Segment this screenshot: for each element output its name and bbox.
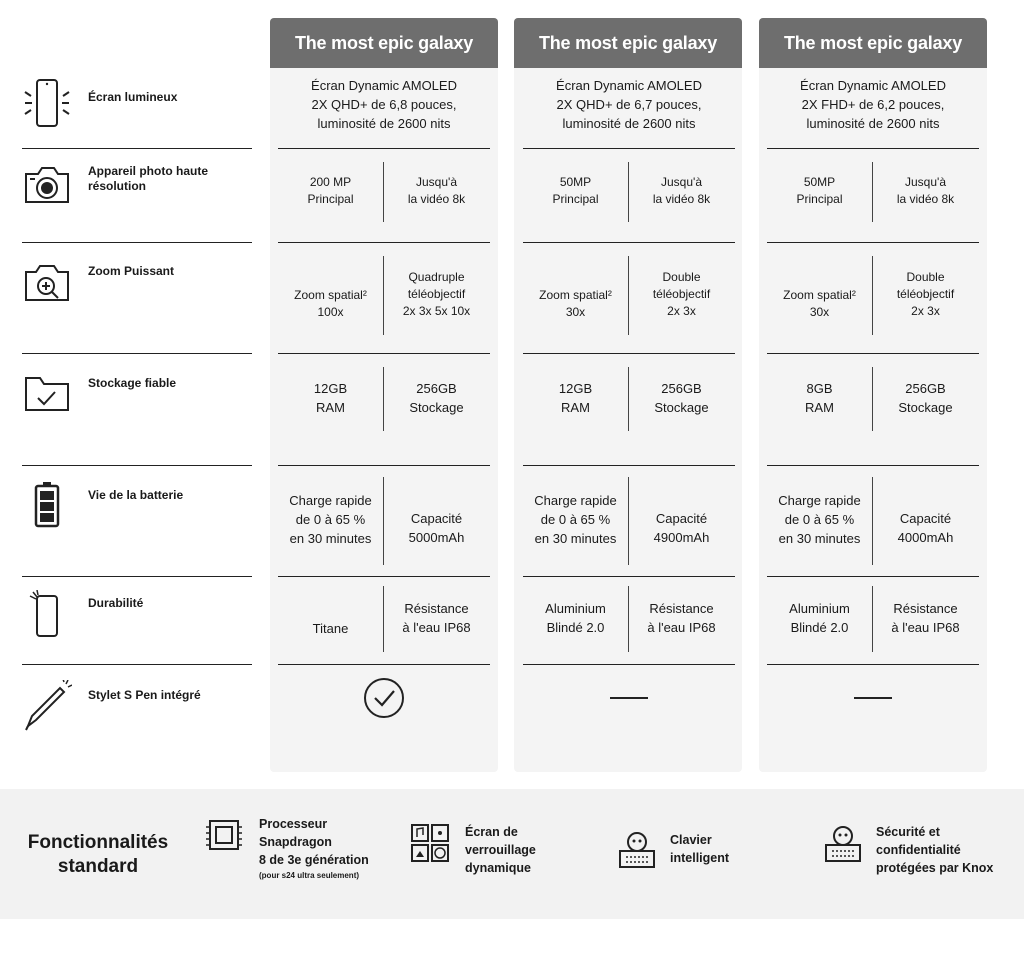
divider — [523, 353, 735, 354]
spec-storage-left — [278, 379, 383, 417]
phone-durability-icon — [22, 590, 72, 646]
spec-value — [897, 269, 954, 320]
spec-text: Jusqu'à — [905, 175, 946, 189]
spec-value — [653, 174, 710, 208]
feature-lockscreen — [465, 823, 536, 877]
divider — [767, 242, 979, 243]
spec-value — [289, 491, 371, 548]
spec-text: en 30 minutes — [534, 530, 617, 546]
spec-text: la vidéo 8k — [407, 192, 466, 206]
folder-check-icon — [22, 370, 72, 426]
spec-text: Jusqu'à — [661, 175, 702, 189]
feature-knox-line: confidentialité — [876, 843, 961, 857]
processor-chip-icon — [204, 817, 244, 853]
divider — [278, 465, 490, 466]
spec-text: 2x 3x — [911, 303, 940, 318]
camera-zoom-icon — [22, 258, 72, 314]
spec-text: Écran Dynamic AMOLED — [800, 78, 946, 93]
spec-text: Titane — [312, 620, 349, 636]
spec-value — [796, 174, 842, 208]
spec-text: 2x 3x — [667, 303, 696, 318]
spec-text: luminosité de 2600 nits — [317, 116, 451, 131]
not-available-dash — [610, 697, 648, 699]
divider — [278, 576, 490, 577]
divider — [22, 576, 252, 577]
spec-text: Zoom spatial² — [783, 288, 856, 302]
feature-label-battery: Vie de la batterie — [88, 488, 184, 502]
spec-text: Double — [906, 269, 945, 284]
divider — [22, 148, 252, 149]
spec-text: Stockage — [654, 400, 709, 415]
spec-value — [307, 174, 353, 208]
spec-zoom-right — [628, 269, 735, 320]
feature-row-screen — [22, 78, 252, 158]
spec-text: Écran Dynamic AMOLED — [311, 78, 457, 93]
spec-value — [891, 599, 959, 637]
spec-battery-right — [628, 509, 735, 547]
spec-text: 50MP — [803, 175, 836, 189]
spec-value — [409, 509, 465, 547]
feature-label-zoom: Zoom Puissant — [88, 264, 175, 278]
spec-value — [403, 269, 470, 320]
spec-value — [408, 174, 465, 208]
feature-knox-line: Sécurité et — [876, 825, 940, 839]
divider — [278, 242, 490, 243]
spec-text: RAM — [805, 400, 834, 415]
spec-battery-left — [278, 491, 383, 548]
spec-text: 256GB — [905, 381, 946, 396]
spec-text: la vidéo 8k — [652, 192, 711, 206]
feature-label-screen: Écran lumineux — [88, 90, 178, 104]
spec-text: 2X QHD+ de 6,8 pouces, — [311, 97, 457, 112]
standard-features-title-line2: standard — [57, 856, 139, 877]
spec-storage-left — [767, 379, 872, 417]
spec-value — [898, 379, 952, 417]
column-divider — [628, 162, 629, 222]
column-divider — [628, 367, 629, 431]
feature-row-durability — [22, 590, 252, 670]
feature-row-storage — [22, 370, 252, 450]
spec-durability-left — [767, 599, 872, 637]
spec-text: 2x 3x 5x 10x — [402, 303, 471, 318]
divider — [523, 242, 735, 243]
column-divider — [383, 586, 384, 652]
battery-icon — [22, 480, 72, 536]
camera-icon — [22, 160, 72, 216]
feature-processor-line: Processeur — [259, 817, 328, 831]
divider — [767, 148, 979, 149]
divider — [523, 576, 735, 577]
spec-text: 256GB — [661, 381, 702, 396]
spec-text: 2X FHD+ de 6,2 pouces, — [801, 97, 945, 112]
spec-text: Zoom spatial² — [294, 288, 367, 302]
feature-processor — [259, 815, 369, 883]
spec-text: Charge rapide — [778, 492, 861, 508]
column-divider — [872, 367, 873, 431]
spec-battery-left — [523, 491, 628, 548]
spec-text: à l'eau IP68 — [647, 620, 716, 635]
standard-features-title — [18, 831, 178, 879]
spec-text: luminosité de 2600 nits — [562, 116, 696, 131]
column-divider — [628, 586, 629, 652]
spec-screen-cell — [523, 76, 735, 133]
feature-label-camera: Appareil photo haute résolution — [88, 164, 208, 193]
column-divider — [383, 162, 384, 222]
spec-text: téléobjectif — [896, 286, 955, 301]
divider — [22, 664, 252, 665]
divider — [523, 664, 735, 665]
feature-row-zoom — [22, 258, 252, 338]
feature-label-spen: Stylet S Pen intégré — [88, 688, 201, 702]
spec-camera-left — [523, 174, 628, 208]
spec-text: Principal — [307, 192, 354, 206]
feature-label-durability: Durabilité — [88, 596, 144, 610]
spec-text: Jusqu'à — [416, 175, 457, 189]
spec-text: 4900mAh — [653, 530, 710, 545]
spec-text: 8GB — [806, 381, 833, 396]
spec-text: en 30 minutes — [289, 530, 372, 546]
spec-text: Double — [662, 269, 701, 284]
spec-text: RAM — [316, 400, 345, 415]
spec-text: Blindé 2.0 — [790, 620, 849, 635]
divider — [278, 148, 490, 149]
spec-storage-right — [383, 379, 490, 417]
divider — [767, 664, 979, 665]
spec-text: 12GB — [558, 381, 593, 396]
spec-value — [402, 599, 470, 637]
spec-value — [647, 599, 715, 637]
model-header-2: The most epic galaxy — [514, 18, 742, 68]
smart-keyboard-icon — [616, 829, 658, 871]
spec-value — [409, 379, 463, 417]
feature-processor-note: (pour s24 ultra seulement) — [259, 871, 360, 880]
feature-row-spen — [22, 680, 252, 760]
model-header-1: The most epic galaxy — [270, 18, 498, 68]
spec-text: de 0 à 65 % — [540, 511, 611, 527]
spec-text: luminosité de 2600 nits — [806, 116, 940, 131]
feature-label-storage: Stockage fiable — [88, 376, 177, 390]
spec-text: 5000mAh — [408, 530, 465, 545]
feature-processor-line: Snapdragon — [259, 835, 332, 849]
feature-processor-line: 8 de 3e génération — [259, 853, 369, 867]
spec-camera-right — [628, 174, 735, 208]
spec-text: 100x — [317, 305, 344, 319]
spec-text: 4000mAh — [897, 530, 954, 545]
spec-text: Écran Dynamic AMOLED — [556, 78, 702, 93]
spec-text: Résistance — [404, 601, 469, 616]
feature-keyboard-line: intelligent — [670, 851, 730, 865]
feature-knox — [876, 823, 993, 877]
spec-text: Principal — [796, 192, 843, 206]
spec-camera-right — [383, 174, 490, 208]
spec-text: Capacité — [410, 511, 463, 526]
spec-text: Capacité — [899, 511, 952, 526]
spec-durability-left — [278, 619, 383, 638]
spec-durability-right — [872, 599, 979, 637]
column-divider — [872, 586, 873, 652]
spec-text: 256GB — [416, 381, 457, 396]
divider — [767, 465, 979, 466]
spec-text: téléobjectif — [652, 286, 711, 301]
spec-camera-left — [767, 174, 872, 208]
column-divider — [872, 477, 873, 565]
spec-storage-right — [628, 379, 735, 417]
spec-battery-left — [767, 491, 872, 548]
spec-value — [313, 619, 349, 638]
spec-durability-right — [383, 599, 490, 637]
column-divider — [383, 367, 384, 431]
spec-text: la vidéo 8k — [896, 192, 955, 206]
spec-text: de 0 à 65 % — [784, 511, 855, 527]
spec-battery-right — [872, 509, 979, 547]
feature-knox-line: protégées par Knox — [876, 861, 994, 875]
spec-value — [789, 599, 850, 637]
spec-zoom-right — [872, 269, 979, 320]
spec-value — [653, 269, 710, 320]
lockscreen-widgets-icon — [410, 823, 452, 863]
feature-row-camera — [22, 160, 252, 240]
column-divider — [383, 256, 384, 335]
feature-lockscreen-line: verrouillage — [465, 843, 536, 857]
spec-text: 200 MP — [309, 175, 352, 189]
divider — [22, 242, 252, 243]
feature-lockscreen-line: dynamique — [465, 861, 531, 875]
column-divider — [383, 477, 384, 565]
spec-text: Quadruple — [408, 269, 465, 284]
spec-screen-cell — [278, 76, 490, 133]
column-divider — [628, 256, 629, 335]
feature-row-battery — [22, 480, 252, 560]
spec-value — [552, 174, 598, 208]
spec-text: 30x — [565, 305, 586, 319]
spec-battery-right — [383, 509, 490, 547]
spec-text: 2X QHD+ de 6,7 pouces, — [556, 97, 702, 112]
spec-text: Aluminium — [789, 601, 850, 616]
spec-camera-right — [872, 174, 979, 208]
spec-value — [539, 287, 612, 321]
divider — [523, 148, 735, 149]
spec-camera-left — [278, 174, 383, 208]
check-circle-icon — [362, 676, 406, 720]
spec-storage-right — [872, 379, 979, 417]
spec-zoom-left — [767, 287, 872, 321]
divider — [523, 465, 735, 466]
stylus-pen-icon — [22, 680, 72, 736]
column-divider — [872, 162, 873, 222]
spec-durability-right — [628, 599, 735, 637]
spec-text: Zoom spatial² — [539, 288, 612, 302]
spec-text: téléobjectif — [407, 286, 466, 301]
feature-keyboard-line: Clavier — [670, 833, 712, 847]
spec-text: de 0 à 65 % — [295, 511, 366, 527]
spec-text: Résistance — [649, 601, 714, 616]
divider — [278, 353, 490, 354]
spec-text: Charge rapide — [289, 492, 372, 508]
feature-lockscreen-line: Écran de — [465, 825, 518, 839]
spec-text: à l'eau IP68 — [891, 620, 960, 635]
spec-value — [559, 379, 592, 417]
spec-value — [897, 174, 954, 208]
column-divider — [872, 256, 873, 335]
spec-zoom-left — [278, 287, 383, 321]
spec-text: en 30 minutes — [778, 530, 861, 546]
spec-storage-left — [523, 379, 628, 417]
spec-text: RAM — [561, 400, 590, 415]
knox-security-icon — [822, 823, 864, 865]
divider — [767, 576, 979, 577]
model-header-3: The most epic galaxy — [759, 18, 987, 68]
phone-brightness-icon — [22, 78, 72, 134]
spec-text: 50MP — [559, 175, 592, 189]
divider — [22, 353, 252, 354]
standard-features-title-line1: Fonctionnalités — [27, 832, 169, 853]
spec-text: 12GB — [313, 381, 348, 396]
spec-value — [898, 509, 954, 547]
spec-text: Blindé 2.0 — [546, 620, 605, 635]
spec-text: Résistance — [893, 601, 958, 616]
spec-value — [545, 599, 606, 637]
spec-screen-cell — [767, 76, 979, 133]
spec-durability-left — [523, 599, 628, 637]
spec-text: Principal — [552, 192, 599, 206]
standard-features-bar — [0, 789, 1024, 919]
spec-value — [805, 379, 834, 417]
not-available-dash — [854, 697, 892, 699]
spec-text: Stockage — [409, 400, 464, 415]
spec-text: Charge rapide — [534, 492, 617, 508]
spec-text: Stockage — [898, 400, 953, 415]
spec-value — [778, 491, 860, 548]
divider — [22, 465, 252, 466]
spec-value — [783, 287, 856, 321]
spec-zoom-right — [383, 269, 490, 320]
spec-text: Aluminium — [545, 601, 606, 616]
spec-text: Capacité — [655, 511, 708, 526]
spec-zoom-left — [523, 287, 628, 321]
divider — [278, 664, 490, 665]
feature-keyboard — [670, 831, 729, 867]
spec-value — [654, 379, 708, 417]
spec-value — [314, 379, 347, 417]
divider — [767, 353, 979, 354]
column-divider — [628, 477, 629, 565]
spec-text: 30x — [809, 305, 830, 319]
spec-value — [294, 287, 367, 321]
spec-text: à l'eau IP68 — [402, 620, 471, 635]
spec-value — [534, 491, 616, 548]
spec-value — [654, 509, 710, 547]
